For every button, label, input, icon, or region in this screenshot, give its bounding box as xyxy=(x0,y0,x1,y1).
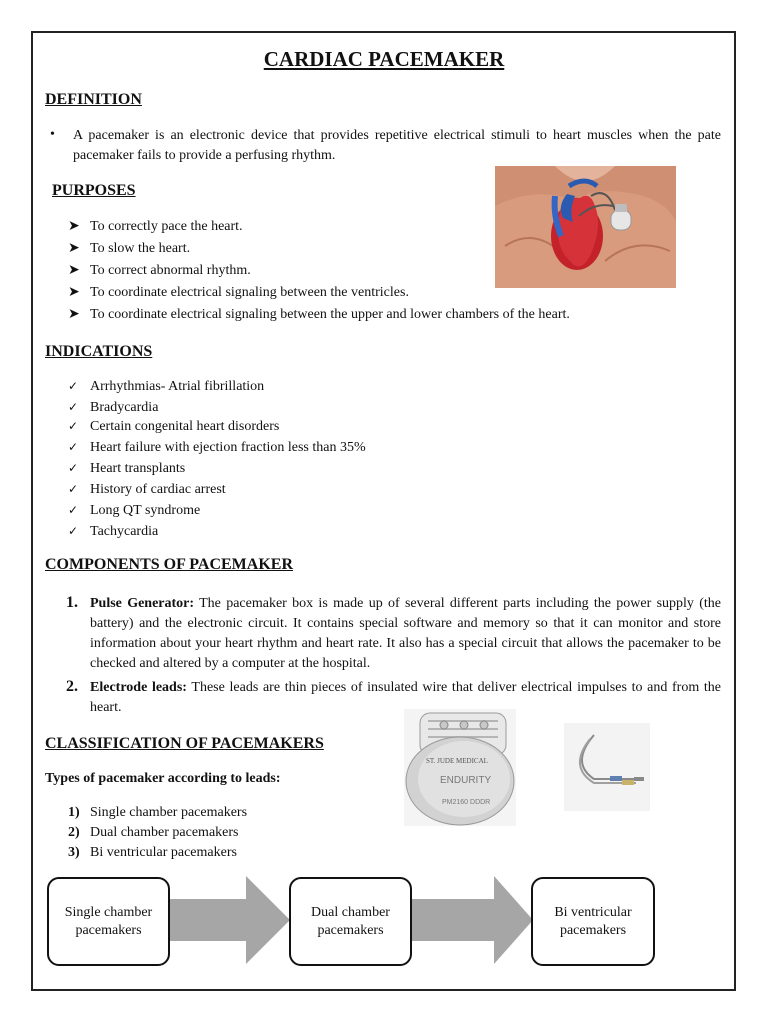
flow-arrow-icon xyxy=(410,876,533,964)
flow-arrow-icon xyxy=(168,876,290,964)
pacemaker-device-image xyxy=(404,709,516,826)
component-number: 2. xyxy=(66,678,78,695)
check-icon: ✓ xyxy=(68,419,79,433)
check-icon: ✓ xyxy=(68,482,79,496)
component-number: 1. xyxy=(66,594,78,611)
component-pulse-generator xyxy=(90,594,721,674)
component-text: The pacemaker box is made up of several different parts including the power supply (the battery) and the electronic circuit. It contains special software and memory so that it can monitor and store information about your heart rhythm and heart rate. It also has a special circuit that allows the pacemaker to be checked and altered by a computer at the hospital. xyxy=(90,596,722,671)
definition-text: A pacemaker is an electronic device that provides repetitive electrical stimuli to heart muscles when the pate pacemaker fails to provide a perfusing rhythm. xyxy=(73,128,721,163)
device-code-label: PM2160 DDDR xyxy=(442,799,491,806)
check-icon: ✓ xyxy=(68,461,79,475)
component-term: Electrode leads: xyxy=(90,680,187,695)
definition-bullet: • xyxy=(50,127,55,142)
arrow-bullet-icon: ➤ xyxy=(68,307,80,322)
indication-item: ✓ Bradycardia xyxy=(68,397,158,418)
definition-heading: DEFINITION xyxy=(45,91,142,108)
electrode-leads-image xyxy=(564,723,650,811)
classification-subheading: Types of pacemaker according to leads: xyxy=(45,771,281,786)
indications-heading: INDICATIONS xyxy=(45,343,153,360)
check-icon: ✓ xyxy=(68,524,79,538)
arrow-bullet-icon: ➤ xyxy=(68,241,80,256)
indication-item: ✓ Tachycardia xyxy=(68,521,158,542)
purpose-item: ➤ To slow the heart. xyxy=(68,238,190,260)
flow-box-bi-ventricular: Bi ventricular pacemakers xyxy=(531,877,655,966)
classification-item: 2) Dual chamber pacemakers xyxy=(68,825,239,840)
indication-item: ✓ Heart transplants xyxy=(68,458,185,479)
indication-item: ✓ Long QT syndrome xyxy=(68,500,200,521)
classification-heading: CLASSIFICATION OF PACEMAKERS xyxy=(45,735,324,752)
check-icon: ✓ xyxy=(68,440,79,454)
purpose-item: ➤ To correct abnormal rhythm. xyxy=(68,260,251,282)
check-icon: ✓ xyxy=(68,400,79,414)
indication-item: ✓ Heart failure with ejection fraction less than 35% xyxy=(68,437,366,458)
check-icon: ✓ xyxy=(68,379,79,393)
indication-item: ✓ Certain congenital heart disorders xyxy=(68,416,279,437)
device-brand-label: ST. JUDE MEDICAL xyxy=(426,757,488,765)
pacemaker-chest-illustration xyxy=(495,166,676,288)
check-icon: ✓ xyxy=(68,503,79,517)
classification-item: 1) Single chamber pacemakers xyxy=(68,805,248,820)
flow-box-single-chamber: Single chamber pacemakers xyxy=(47,877,170,966)
arrow-bullet-icon: ➤ xyxy=(68,285,80,300)
purpose-item: ➤ To correctly pace the heart. xyxy=(68,216,243,238)
components-heading: COMPONENTS OF PACEMAKER xyxy=(45,556,293,573)
component-text: These leads are thin pieces of insulated wire that deliver electrical impulses to and from the heart. xyxy=(90,680,722,715)
indication-item: ✓ History of cardiac arrest xyxy=(68,479,226,500)
purpose-item: ➤ To coordinate electrical signaling between the ventricles. xyxy=(68,282,409,304)
purposes-heading: PURPOSES xyxy=(52,182,136,199)
indication-item: ✓ Arrhythmias- Atrial fibrillation xyxy=(68,376,264,397)
device-model-label: ENDURITY xyxy=(440,775,492,786)
classification-item: 3) Bi ventricular pacemakers xyxy=(68,845,237,860)
flow-box-dual-chamber: Dual chamber pacemakers xyxy=(289,877,412,966)
page-title: CARDIAC PACEMAKER xyxy=(263,47,505,71)
arrow-bullet-icon: ➤ xyxy=(68,219,80,234)
arrow-bullet-icon: ➤ xyxy=(68,263,80,278)
component-term: Pulse Generator: xyxy=(90,596,195,611)
purpose-item: ➤ To coordinate electrical signaling between the upper and lower chambers of the heart. xyxy=(68,304,570,326)
